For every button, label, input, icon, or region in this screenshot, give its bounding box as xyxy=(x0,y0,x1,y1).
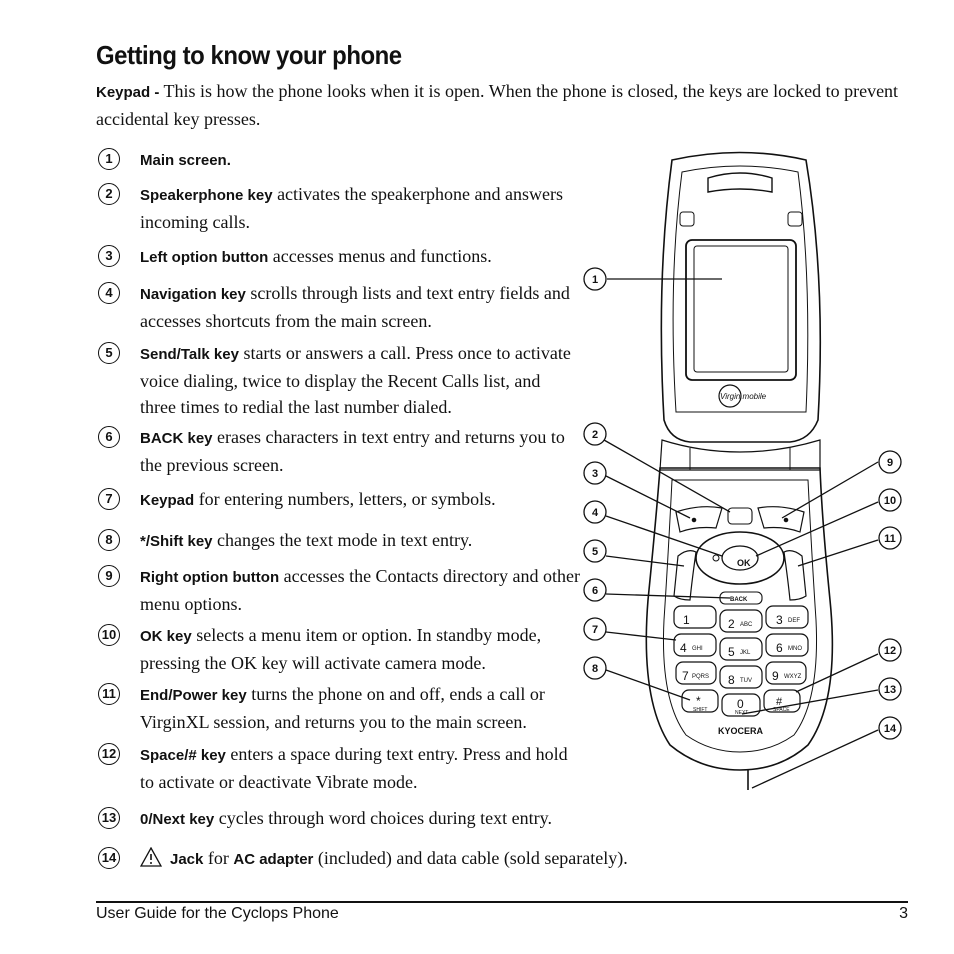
key-8-letters: TUV xyxy=(740,678,752,684)
key-star-label: SHIFT xyxy=(693,707,708,713)
key-9: 9 xyxy=(772,669,779,683)
item-key: Space/# key xyxy=(140,747,226,764)
key-6-letters: MNO xyxy=(788,646,802,652)
callout-number: 13 xyxy=(98,807,120,829)
callout-number: 2 xyxy=(98,183,120,205)
item-key: Speakerphone key xyxy=(140,187,273,204)
item-key: Send/Talk key xyxy=(140,346,239,363)
key-4-letters: GHI xyxy=(692,646,703,652)
callout-number: 12 xyxy=(98,743,120,765)
maker-logo: KYOCERA xyxy=(718,726,764,736)
key-2: 2 xyxy=(728,617,735,631)
item-desc: accesses the Contacts directory and other menu options. xyxy=(140,566,580,614)
page-title: Getting to know your phone xyxy=(96,40,402,70)
key-3: 3 xyxy=(776,613,783,627)
callout-number: 7 xyxy=(98,488,120,510)
callout-label: 3 xyxy=(591,468,599,480)
item-key: */Shift key xyxy=(140,533,213,550)
key-7: 7 xyxy=(682,669,689,683)
intro-paragraph xyxy=(96,78,916,132)
callout-number: 3 xyxy=(98,245,120,267)
callout-label: 10 xyxy=(883,495,897,507)
callout-label: 9 xyxy=(886,457,894,469)
callout-label: 5 xyxy=(591,546,599,558)
callout-label: 14 xyxy=(883,723,897,735)
key-1: 1 xyxy=(683,613,690,627)
callout-number: 8 xyxy=(98,529,120,551)
key-6: 6 xyxy=(776,641,783,655)
item-key: End/Power key xyxy=(140,687,247,704)
item-desc: erases characters in text entry and returns you to the previous screen. xyxy=(140,427,565,475)
footer-divider xyxy=(96,901,908,903)
callout-label: 12 xyxy=(883,645,897,657)
callout-number: 10 xyxy=(98,624,120,646)
key-5: 5 xyxy=(728,645,735,659)
key-5-letters: JKL xyxy=(740,650,751,656)
item-desc: turns the phone on and off, ends a call or VirginXL session, and returns you to the main screen. xyxy=(140,684,545,732)
item-key-2: AC adapter xyxy=(233,851,314,868)
callout-number: 6 xyxy=(98,426,120,448)
key-ok: OK xyxy=(737,558,751,568)
item-key: Main screen. xyxy=(140,152,231,169)
callout-number: 4 xyxy=(98,282,120,304)
item-desc: enters a space during text entry. Press and hold to activate or deactivate Vibrate mode. xyxy=(140,744,568,792)
key-0-label: NEXT xyxy=(735,710,749,716)
item-desc: starts or answers a call. Press once to activate voice dialing, twice to display the Recent Calls list, and three times to redial the last number dialed. xyxy=(140,343,571,417)
callout-label: 13 xyxy=(883,684,897,696)
callout-label: 7 xyxy=(591,624,599,636)
brand-logo: Virgin mobile xyxy=(720,392,767,401)
item-key: 0/Next key xyxy=(140,811,215,828)
key-star: * xyxy=(696,694,701,708)
callout-label: 11 xyxy=(884,533,896,545)
item-key: Keypad xyxy=(140,492,195,509)
key-0: 0 xyxy=(737,697,744,711)
item-key: Left option button xyxy=(140,249,269,266)
phone-illustration xyxy=(578,148,918,808)
item-desc: scrolls through lists and text entry fields and accesses shortcuts from the main screen. xyxy=(140,283,570,331)
callout-label: 2 xyxy=(591,429,599,441)
footer-title: User Guide for the Cyclops Phone xyxy=(96,905,339,922)
item-key: OK key xyxy=(140,628,192,645)
key-7-letters: PQRS xyxy=(692,674,710,680)
item-key: BACK key xyxy=(140,430,213,447)
callout-number: 5 xyxy=(98,342,120,364)
key-hash: # xyxy=(776,696,783,708)
item-desc: cycles through word choices during text entry. xyxy=(218,808,552,828)
callout-label: 4 xyxy=(591,507,599,519)
intro-label: Keypad - xyxy=(96,84,160,101)
item-desc: changes the text mode in text entry. xyxy=(217,530,473,550)
page-number: 3 xyxy=(899,905,908,922)
key-3-letters: DEF xyxy=(788,618,800,624)
warning-icon xyxy=(140,847,162,867)
item-key: Jack xyxy=(170,851,204,868)
callout-number: 9 xyxy=(98,565,120,587)
callout-label: 6 xyxy=(591,585,599,597)
item-desc: activates the speakerphone and answers incoming calls. xyxy=(140,184,563,232)
item-desc: selects a menu item or option. In standby mode, pressing the OK key will activate camera mode. xyxy=(140,625,542,673)
item-desc: (included) and data cable (sold separately). xyxy=(317,848,628,868)
item-desc: accesses menus and functions. xyxy=(272,246,492,266)
key-4: 4 xyxy=(680,641,687,655)
callout-label: 8 xyxy=(591,663,599,675)
intro-text: This is how the phone looks when it is open. When the phone is closed, the keys are locked to prevent accidental key presses. xyxy=(96,81,899,129)
callout-number: 14 xyxy=(98,847,120,869)
key-2-letters: ABC xyxy=(740,622,753,628)
key-hash-label: SPACE xyxy=(773,707,790,713)
callout-label: 1 xyxy=(591,274,599,286)
item-desc: for entering numbers, letters, or symbols. xyxy=(198,489,496,509)
callout-number: 11 xyxy=(98,683,120,705)
key-8: 8 xyxy=(728,673,735,687)
item-key: Right option button xyxy=(140,569,280,586)
item-desc-pre: for xyxy=(207,848,229,868)
key-9-letters: WXYZ xyxy=(784,674,802,680)
item-key: Navigation key xyxy=(140,286,246,303)
callout-number: 1 xyxy=(98,148,120,170)
key-back: BACK xyxy=(730,597,748,603)
